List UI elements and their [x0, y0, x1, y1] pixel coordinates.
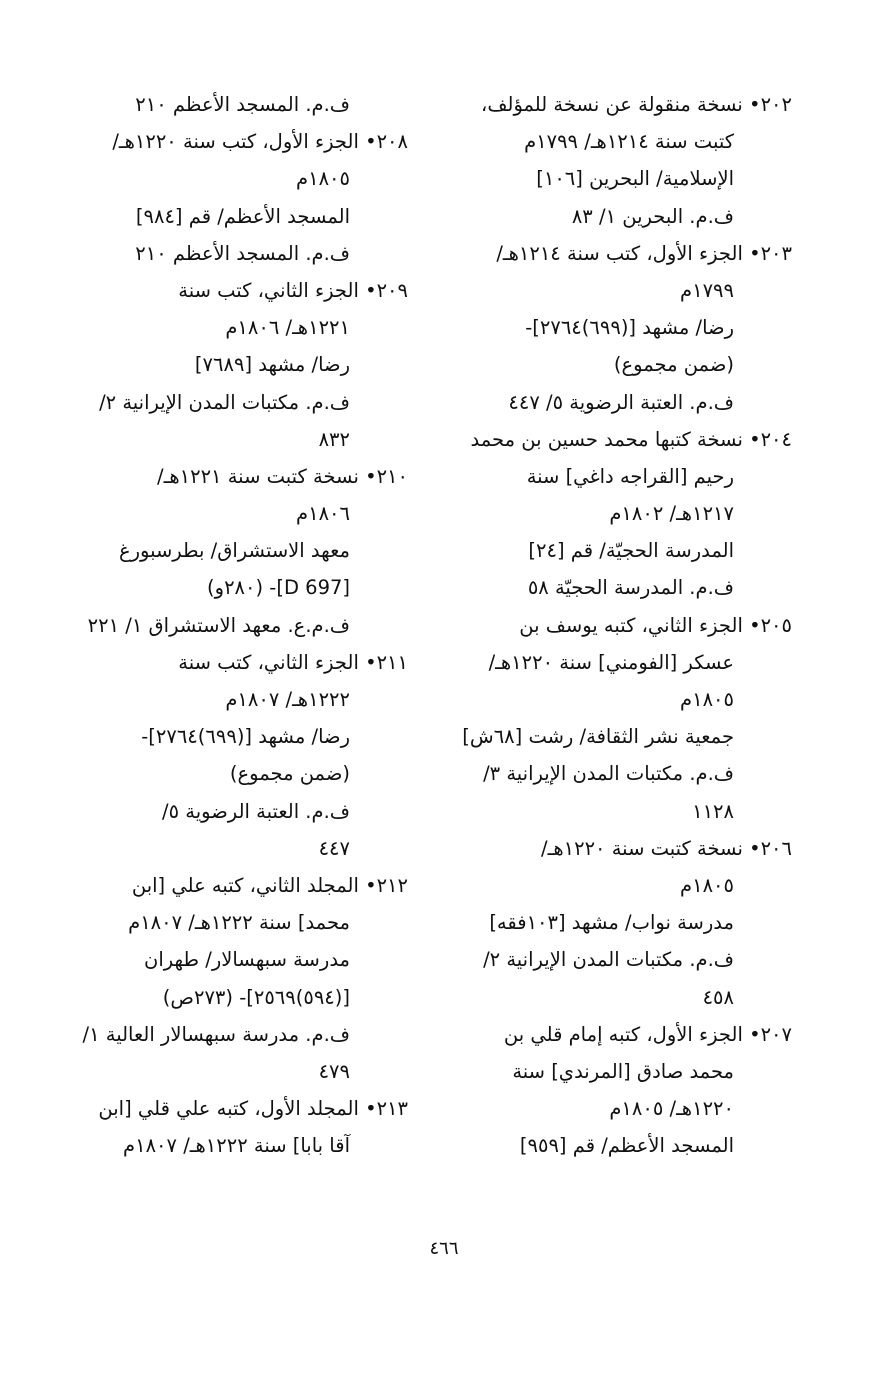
entry-detail-line: ف.م. المدرسة الحجيّة ٥٨ [527, 576, 734, 600]
entry-detail-line: ف.م. مكتبات المدن الإيرانية ٢/ [483, 948, 734, 972]
entry-detail-line: رحيم [القراجه داغي] سنة [526, 464, 734, 488]
catalog-entry [52, 1090, 408, 1164]
entry-detail-line: ١٢٢١هـ/ ١٨٠٦م [225, 316, 350, 340]
entry-detail-line: رضا/ مشهد [(٦٩٩)٢٧٦٤]- [141, 725, 350, 749]
catalog-entry [436, 235, 792, 421]
catalog-entry [52, 272, 408, 458]
entry-heading-line: ٢١٠• نسخة كتبت سنة ١٢٢١هـ/ [157, 464, 408, 488]
entry-detail-line: ١٨٠٦م [296, 502, 350, 526]
catalog-entry [436, 421, 792, 607]
catalog-entry [436, 86, 792, 235]
page-number: ٤٦٦ [429, 1238, 459, 1259]
entry-detail-line: ٤٧٩ [318, 1059, 350, 1083]
catalog-entry [52, 867, 408, 1090]
entry-detail-line: عسكر [الفومني] سنة ١٢٢٠هـ/ [488, 650, 734, 674]
entry-detail-line: (ضمن مجموع) [229, 762, 350, 786]
catalog-entry [52, 123, 408, 272]
entry-detail-line: [D 697]- (٢٨٠و) [207, 576, 350, 600]
entry-heading-line: ٢٠٩• الجزء الثاني، كتب سنة [178, 278, 408, 302]
entry-detail-line: ١٢٢٠هـ/ ١٨٠٥م [609, 1097, 734, 1121]
entry-detail-line: (ضمن مجموع) [613, 353, 734, 377]
entry-detail-line: محمد] سنة ١٢٢٢هـ/ ١٨٠٧م [128, 911, 350, 935]
entry-detail-line: ٨٣٢ [318, 427, 350, 451]
entry-detail-line: ف.م. مكتبات المدن الإيرانية ٣/ [483, 762, 734, 786]
entry-detail-line: ٤٥٨ [702, 985, 734, 1009]
entry-detail-line: ف.م. المسجد الأعظم ٢١٠ [135, 93, 350, 116]
entry-detail-line: ١٧٩٩م [680, 278, 734, 302]
catalog-entry [52, 644, 408, 867]
entry-heading-line: ٢١٢• المجلد الثاني، كتبه علي [ابن [131, 873, 408, 897]
entry-detail-line: ٤٤٧ [318, 836, 350, 860]
entry-detail-line: آقا بابا] سنة ١٢٢٢هـ/ ١٨٠٧م [123, 1134, 350, 1158]
entry-detail-line: ف.م. المسجد الأعظم ٢١٠ [135, 241, 350, 265]
entry-detail-line: ١٨٠٥م [680, 873, 734, 897]
entry-detail-line: ١٨٠٥م [296, 167, 350, 191]
entry-detail-line: رضا/ مشهد [(٦٩٩)٢٧٦٤]- [525, 316, 734, 340]
entry-detail-line: ف.م. العتبة الرضوية ٥/ ٤٤٧ [508, 390, 734, 414]
catalog-entry [436, 1016, 792, 1165]
entry-detail-line: الإسلامية/ البحرين [١٠٦] [536, 167, 734, 191]
entry-detail-line: [(٥٩٤)٢٥٦٩]- (٢٧٣ص) [162, 985, 350, 1009]
entry-heading-line: ٢٠٨• الجزء الأول، كتب سنة ١٢٢٠هـ/ [112, 130, 408, 154]
catalog-entry [52, 86, 408, 123]
entry-heading-line: ٢٠٥• الجزء الثاني، كتبه يوسف بن [519, 613, 792, 637]
left-column [52, 86, 408, 1164]
entry-detail-line: المسجد الأعظم/ قم [٩٨٤] [135, 204, 350, 228]
entry-detail-line: ١٢١٧هـ/ ١٨٠٢م [609, 502, 734, 526]
catalog-entry [52, 458, 408, 644]
catalog-entry [436, 607, 792, 830]
entry-heading-line: ٢٠٦• نسخة كتبت سنة ١٢٢٠هـ/ [541, 836, 792, 860]
entry-detail-line: مدرسة نواب/ مشهد [١٠٣فقه] [489, 911, 734, 935]
entry-detail-line: ١١٢٨ [692, 799, 734, 823]
entry-detail-line: ف.م. البحرين ١/ ٨٣ [571, 204, 734, 228]
right-column [436, 86, 792, 1164]
entry-detail-line: ١٢٢٢هـ/ ١٨٠٧م [225, 688, 350, 711]
entry-detail-line: المسجد الأعظم/ قم [٩٥٩] [519, 1134, 734, 1158]
entry-heading-line: ٢١١• الجزء الثاني، كتب سنة [178, 650, 408, 674]
entry-detail-line: كتبت سنة ١٢١٤هـ/ ١٧٩٩م [524, 130, 734, 154]
entry-detail-line: محمد صادق [المرندي] سنة [512, 1059, 734, 1083]
entry-detail-line: المدرسة الحجيّة/ قم [٢٤] [528, 539, 734, 563]
entry-heading-line: ٢٠٢• نسخة منقولة عن نسخة للمؤلف، [481, 93, 792, 116]
entry-detail-line: جمعية نشر الثقافة/ رشت [٦٨ش] [462, 725, 734, 749]
entry-heading-line: ٢١٣• المجلد الأول، كتبه علي قلي [ابن [98, 1097, 408, 1121]
entry-detail-line: رضا/ مشهد [٧٦٨٩] [194, 353, 350, 377]
entry-detail-line: ف.م. العتبة الرضوية ٥/ [162, 799, 350, 823]
entry-heading-line: ٢٠٤• نسخة كتبها محمد حسين بن محمد [470, 427, 792, 451]
entry-detail-line: ف.م. مكتبات المدن الإيرانية ٢/ [99, 390, 350, 414]
entry-detail-line: معهد الاستشراق/ بطرسبورغ [118, 539, 350, 563]
entry-heading-line: ٢٠٣• الجزء الأول، كتب سنة ١٢١٤هـ/ [496, 241, 792, 265]
entry-detail-line: ف.م. مدرسة سبهسالار العالية ١/ [82, 1022, 350, 1046]
entry-detail-line: مدرسة سبهسالار/ طهران [144, 948, 350, 972]
entry-detail-line: ١٨٠٥م [680, 688, 734, 711]
catalog-entry [436, 830, 792, 1016]
entry-heading-line: ٢٠٧• الجزء الأول، كتبه إمام قلي بن [503, 1022, 792, 1046]
entry-detail-line: ف.م.ع. معهد الاستشراق ١/ ٢٢١ [87, 613, 350, 637]
